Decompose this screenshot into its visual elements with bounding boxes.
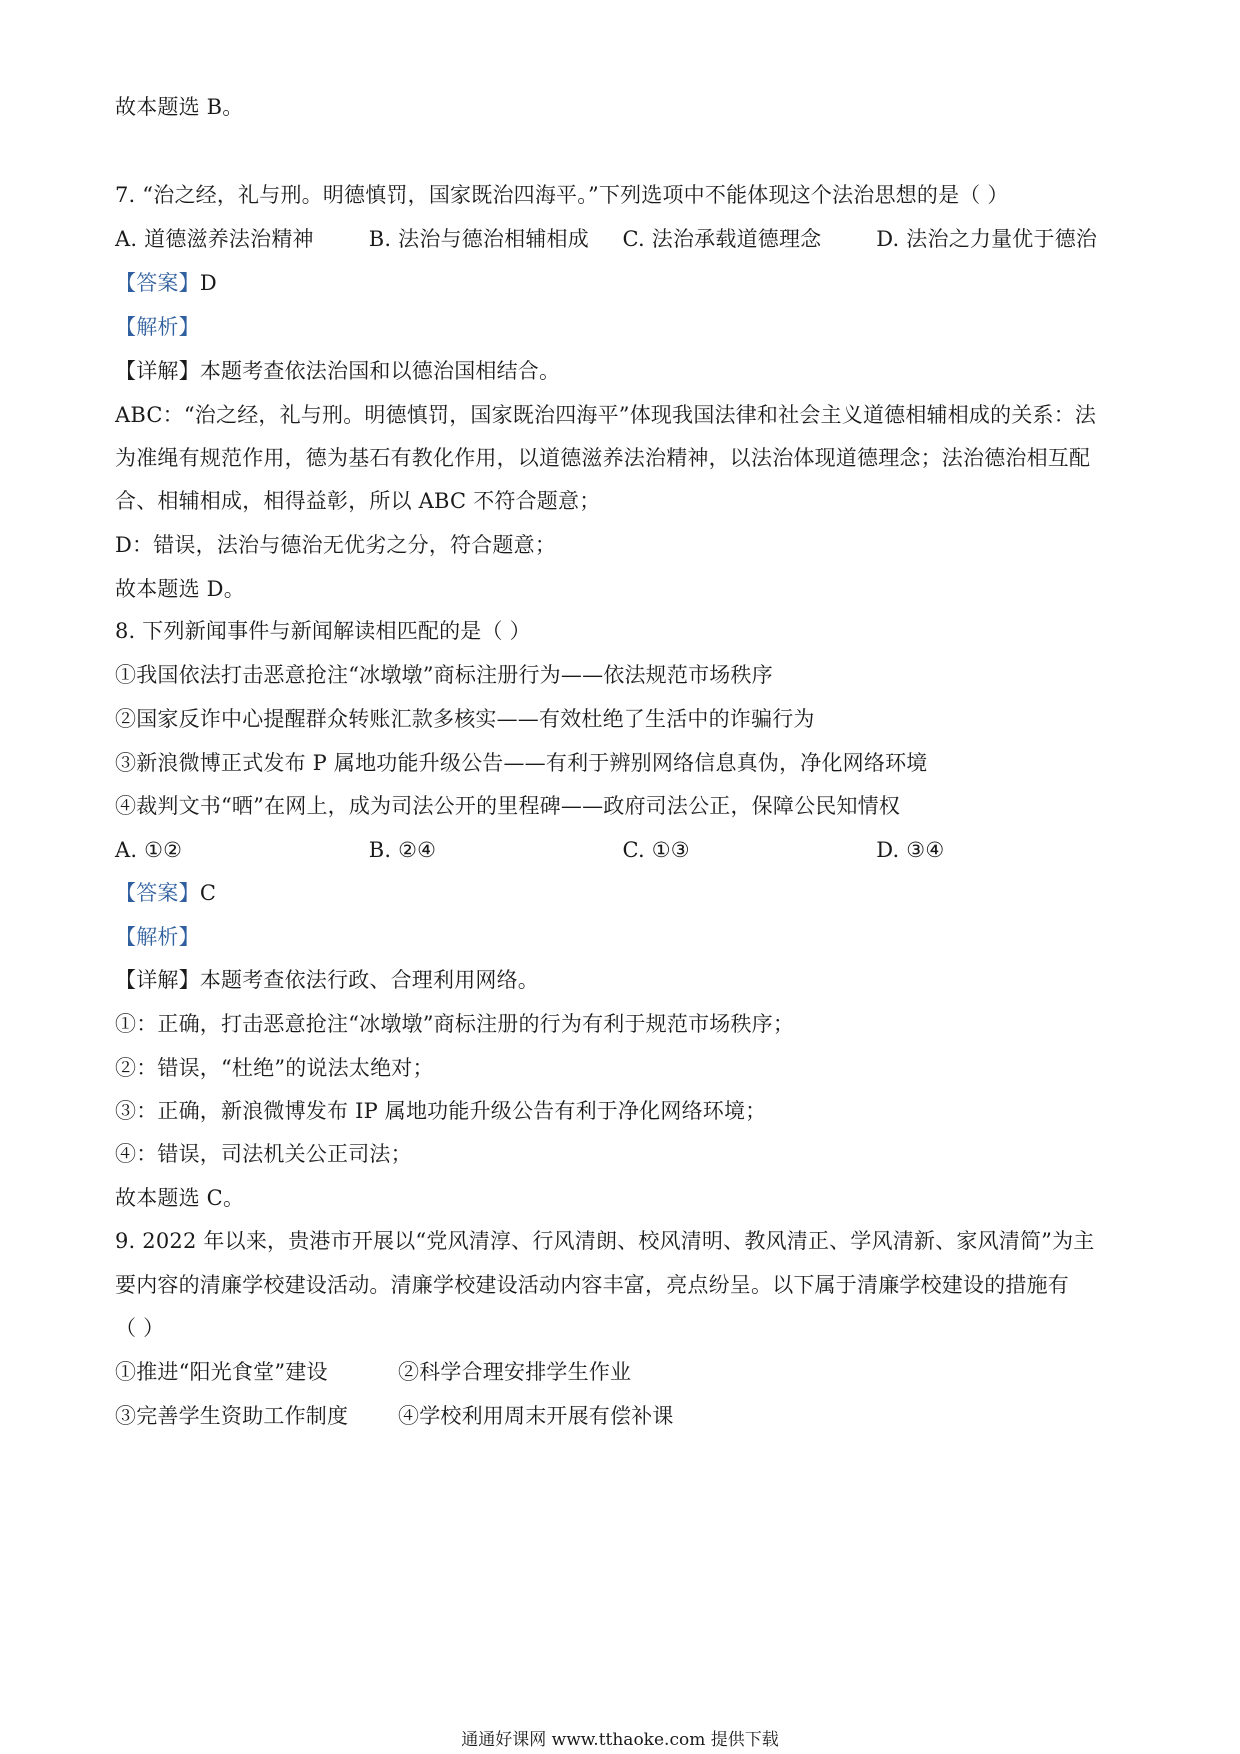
q8-explanation-line: ③：正确，新浪微博发布 IP 属地功能升级公告有利于净化网络环境； <box>115 1099 767 1123</box>
q8-detail <box>115 965 1130 995</box>
q9-stem-line: 9. 2022 年以来，贵港市开展以“党风清淳、行风清朗、校风清明、教风清正、学风清新、家风清简”为主 <box>115 1229 1095 1253</box>
q6-conclusion: 故本题选 B。 <box>115 95 244 119</box>
q9-item-2: ②科学合理安排学生作业 <box>398 1360 632 1384</box>
q8-option-a: A. ①② <box>115 838 183 862</box>
q8-item: ③新浪微博正式发布 P 属地功能升级公告——有利于辨别网络信息真伪，净化网络环境 <box>115 751 928 775</box>
q9-item-3: ③完善学生资助工作制度 <box>115 1404 349 1428</box>
q8-item: ①我国依法打击恶意抢注“冰墩墩”商标注册行为——依法规范市场秩序 <box>115 663 773 687</box>
q8-explanation-line: ④：错误，司法机关公正司法； <box>115 1142 412 1166</box>
q8-item: ②国家反诈中心提醒群众转账汇款多核实——有效杜绝了生活中的诈骗行为 <box>115 707 815 731</box>
q7-analysis-tag: 【解析】 <box>115 315 200 339</box>
q9-items-row <box>115 1357 1130 1387</box>
q8-stem: 8. 下列新闻事件与新闻解读相匹配的是（ ） <box>115 619 531 643</box>
q8-analysis-tag: 【解析】 <box>115 925 200 949</box>
q7-detail-text: 本题考查依法治国和以德治国相结合。 <box>199 359 561 383</box>
q9-item-4: ④学校利用周末开展有偿补课 <box>398 1404 674 1428</box>
q8-item: ④裁判文书“晒”在网上，成为司法公开的里程碑——政府司法公正，保障公民知情权 <box>115 794 901 818</box>
q8-answer-tag: 【答案】 <box>115 881 200 905</box>
q8-explanation-line: ①：正确，打击恶意抢注“冰墩墩”商标注册的行为有利于规范市场秩序； <box>115 1012 795 1036</box>
q7-stem: 7. “治之经，礼与刑。明德慎罚，国家既治四海平。”下列选项中不能体现这个法治思想的是（ ） <box>115 183 1009 207</box>
q8-answer <box>115 878 1130 908</box>
q8-detail-label: 【详解】 <box>115 968 200 992</box>
page-footer: 通通好课网 www.tthaoke.com 提供下载 <box>461 1730 779 1750</box>
q7-explanation-line: 合、相辅相成，相得益彰，所以 ABC 不符合题意； <box>115 489 601 513</box>
q8-option-c: C. ①③ <box>622 838 690 862</box>
q8-conclusion: 故本题选 C。 <box>115 1186 245 1210</box>
q8-option-b: B. ②④ <box>368 838 437 862</box>
q7-option-d: D. 法治之力量优于德治 <box>876 227 1098 251</box>
q7-explanation-line: 为准绳有规范作用，德为基石有教化作用，以道德滋养法治精神，以法治体现道德理念；法治德治相互配 <box>115 446 1091 470</box>
q7-answer-tag: 【答案】 <box>115 271 200 295</box>
q7-options <box>115 224 1130 254</box>
q8-detail-text: 本题考查依法行政、合理利用网络。 <box>199 968 540 992</box>
q7-detail-label: 【详解】 <box>115 359 200 383</box>
q7-explanation-line: ABC：“治之经，礼与刑。明德慎罚，国家既治四海平”体现我国法律和社会主义道德相辅相成的关系：法 <box>115 403 1097 427</box>
q8-options <box>115 835 1130 865</box>
q7-option-b: B. 法治与德治相辅相成 <box>368 227 589 251</box>
q8-option-d: D. ③④ <box>876 838 945 862</box>
q9-stem-line: 要内容的清廉学校建设活动。清廉学校建设活动内容丰富，亮点纷呈。以下属于清廉学校建设的措施有 <box>115 1273 1069 1297</box>
q7-option-c: C. 法治承载道德理念 <box>622 227 822 251</box>
q8-explanation-line: ②：错误，“杜绝”的说法太绝对； <box>115 1056 434 1080</box>
q9-stem-line: （ ） <box>115 1316 165 1340</box>
q9-item-1: ①推进“阳光食堂”建设 <box>115 1360 328 1384</box>
q7-explanation-line: D：错误，法治与德治无优劣之分，符合题意； <box>115 533 557 557</box>
q7-detail <box>115 356 1130 386</box>
q7-option-a: A. 道德滋养法治精神 <box>115 227 314 251</box>
q7-conclusion: 故本题选 D。 <box>115 577 245 601</box>
q9-items-row <box>115 1401 1130 1431</box>
q7-answer-value: D <box>199 271 217 295</box>
q8-answer-value: C <box>199 881 217 905</box>
q7-answer <box>115 268 1130 298</box>
